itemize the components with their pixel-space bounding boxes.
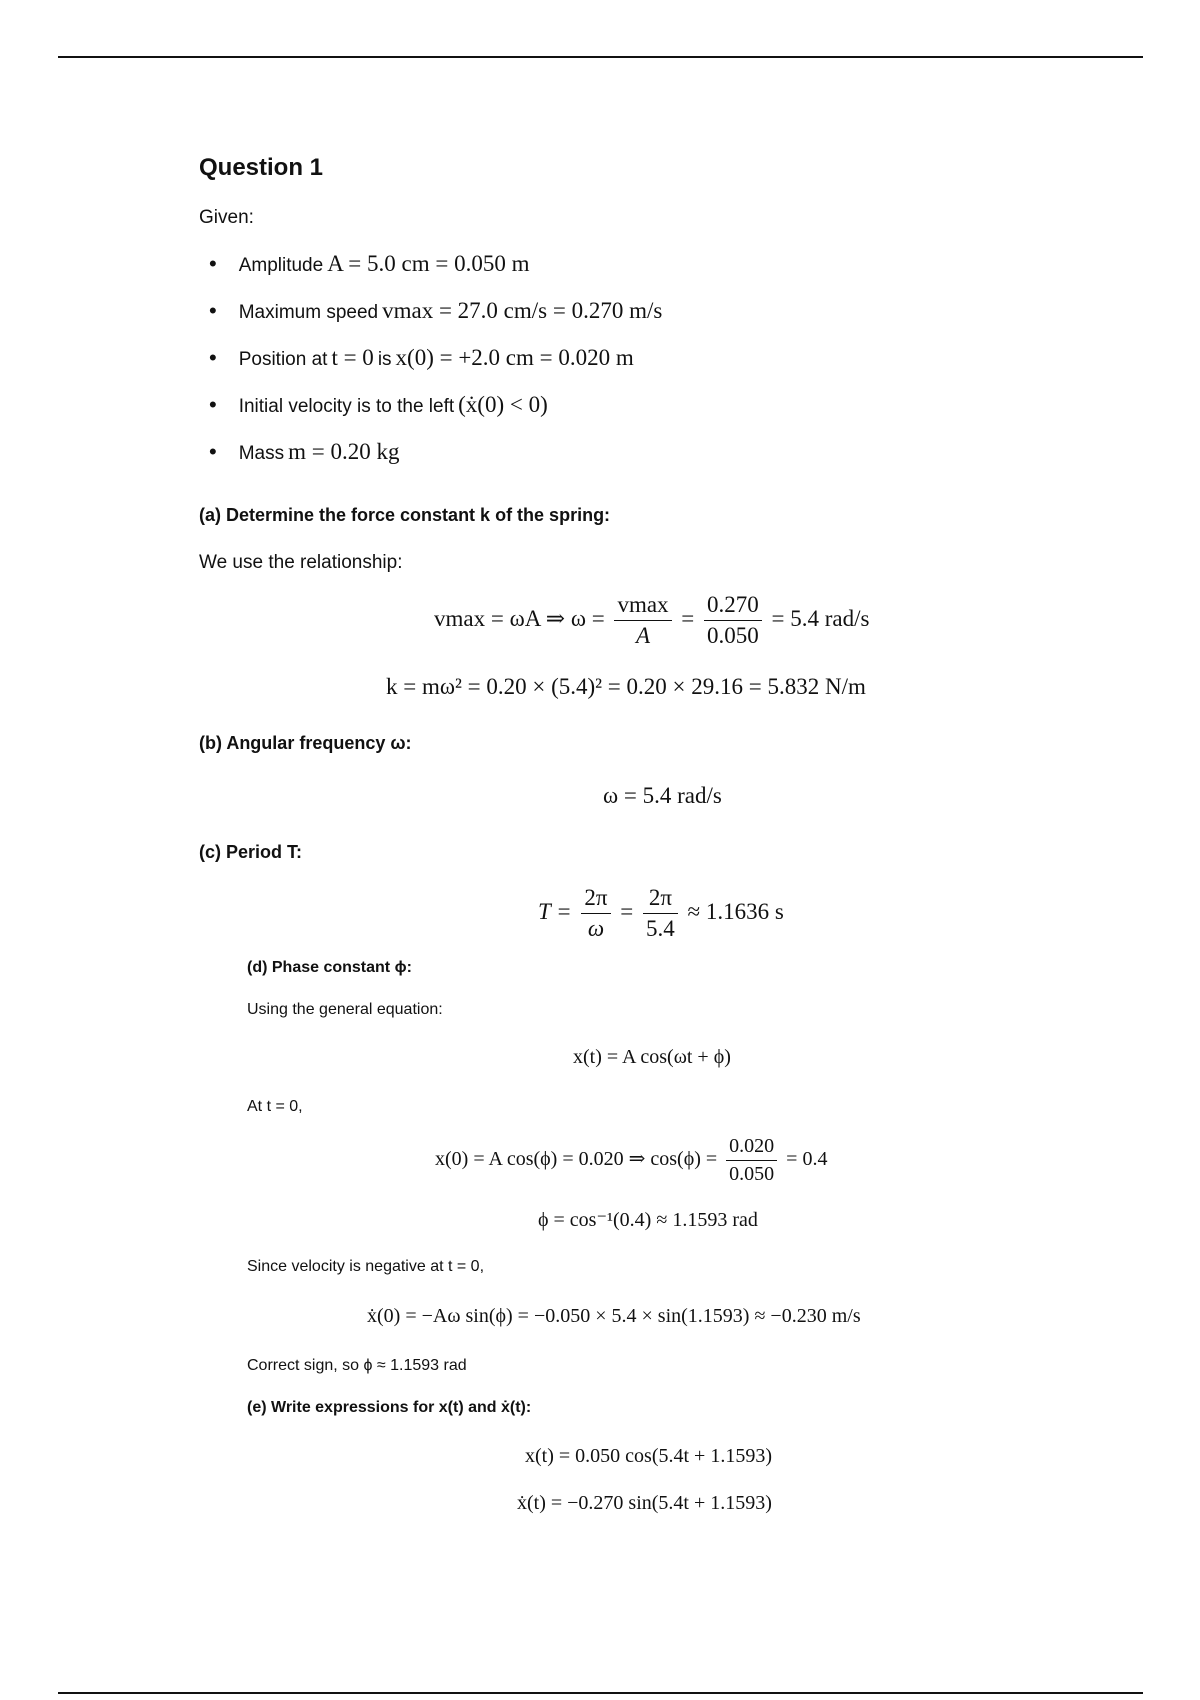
equation-initial-velocity: ẋ(0) = −Aω sin(ϕ) = −0.050 × 5.4 × sin(1.1593) ≈ −0.230 m/s xyxy=(367,1305,861,1327)
equation-omega: ω = 5.4 rad/s xyxy=(603,783,722,808)
equation-omega-from-vmax: vmax = ωA ⇒ ω = $\frac{vmax}{A}$ = $\frac{0.270}{0.050}$ = 5.4 rad/s xyxy=(434,592,870,648)
given-label: Given: xyxy=(199,207,254,228)
page-title: Question 1 xyxy=(199,154,324,181)
list-item: • Mass m = 0.20 kg xyxy=(209,439,400,464)
at-t0-text: At t = 0, xyxy=(247,1098,303,1115)
list-item: • Amplitude A = 5.0 cm = 0.050 m xyxy=(209,251,530,276)
equation-velocity-final: ẋ(t) = −0.270 sin(5.4t + 1.1593) xyxy=(517,1492,772,1514)
velocity-note: Since velocity is negative at t = 0, xyxy=(247,1258,485,1275)
list-item: • Initial velocity is to the left (ẋ(0) < 0) xyxy=(209,392,548,417)
equation-spring-constant: k = mω² = 0.20 × (5.4)² = 0.20 × 29.16 = 5.832 N/m xyxy=(386,674,866,699)
list-item: • Position at t = 0 is x(0) = +2.0 cm = 0.020 m xyxy=(209,345,634,370)
part-e-heading: (e) Write expressions for x(t) and ẋ(t): xyxy=(247,1399,532,1416)
equation-period: T = $\frac{2\pi}{\omega}$ = $\frac{2\pi}{5.4}$ ≈ 1.1636 s xyxy=(538,885,784,941)
equation-cos-phi: x(0) = A cos(ϕ) = 0.020 ⇒ cos(ϕ) = $\frac{0.020}{0.050}$ = 0.4 xyxy=(435,1135,828,1185)
equation-position-final: x(t) = 0.050 cos(5.4t + 1.1593) xyxy=(525,1445,772,1467)
bottom-rule xyxy=(58,1692,1143,1694)
part-d-heading: (d) Phase constant ϕ: xyxy=(247,959,412,976)
part-a-heading: (a) Determine the force constant k of the spring: xyxy=(199,505,611,525)
equation-general-position: x(t) = A cos(ωt + ϕ) xyxy=(573,1046,731,1068)
part-c-heading: (c) Period T: xyxy=(199,842,303,862)
equation-phi: ϕ = cos⁻¹(0.4) ≈ 1.1593 rad xyxy=(538,1209,758,1231)
top-rule xyxy=(58,56,1143,58)
list-item: • Maximum speed vmax = 27.0 cm/s = 0.270 m/s xyxy=(209,298,663,323)
sign-conclusion: Correct sign, so ϕ ≈ 1.1593 rad xyxy=(247,1357,467,1374)
part-a-intro: We use the relationship: xyxy=(199,552,403,573)
part-d-intro: Using the general equation: xyxy=(247,1001,443,1018)
part-b-heading: (b) Angular frequency ω: xyxy=(199,733,412,753)
